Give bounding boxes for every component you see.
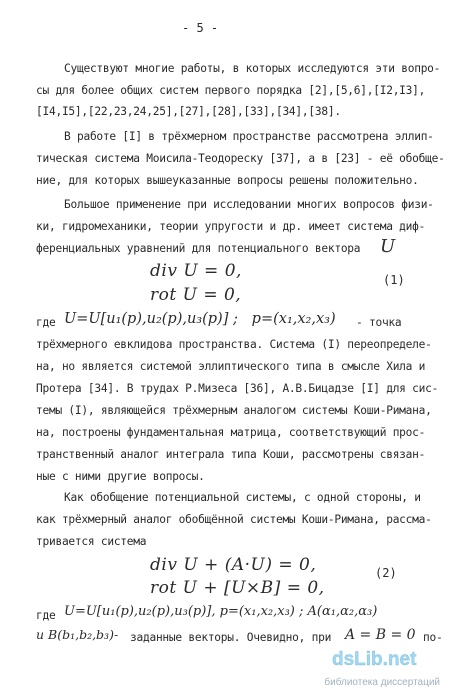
text-line: ные с ними другие вопросы. <box>36 470 205 483</box>
text-line: где <box>36 316 56 329</box>
text-line: Большое применение при исследовании многих вопросов физи- <box>64 198 434 211</box>
text-line: заданные векторы. Очевидно, при <box>130 631 332 644</box>
definition-formula: U=U[u₁(p),u₂(p),u₃(p)], p=(x₁,x₂,x₃) ; A(α₁,α₂,α₃) <box>64 604 378 619</box>
text-line: В работе [I] в трёхмерном пространстве рассмотрена эллип- <box>64 130 434 143</box>
text-line: Протера [34]. В трудах Р.Мизеса [36], А.В.Бицадзе [I] для сис- <box>36 382 439 395</box>
text-line: тическая система Моисила-Теодореску [37], а в [23] - её обобще- <box>36 152 445 165</box>
text-line: трёхмерного евклидова пространства. Система (I) переопределе- <box>36 338 432 351</box>
text-line: [I4,I5],[22,23,24,25],[27],[28],[33],[34],[38]. <box>36 105 341 118</box>
text-line: тривается система <box>36 535 147 548</box>
vector-b-formula: и B(b₁,b₂,b₃)- <box>36 627 119 642</box>
equation-div: div U = 0, <box>150 261 242 281</box>
text-line: на, но является системой эллиптического типа в смысле Хила и <box>36 360 426 373</box>
equation-number: (2) <box>375 566 397 580</box>
text-line: темы (I), являющейся трёхмерным аналогом системы Коши-Римана, <box>36 404 432 417</box>
text-line: ференциальных уравнений для потенциального вектора <box>36 242 361 255</box>
text-line: по- <box>423 631 443 644</box>
dslib-logo-icon <box>332 648 440 670</box>
watermark-logo <box>332 648 440 674</box>
zero-vectors-formula: A = B = 0 <box>345 627 416 643</box>
definition-formula: U=U[u₁(p),u₂(p),u₃(p)] ; p=(x₁,x₂,x₃) <box>64 311 336 327</box>
text-line: ние, для которых вышеуказанные вопросы решены положительно. <box>36 174 419 187</box>
text-line: ки, гидромеханики, теории упругости и др. имеет система диф- <box>36 220 426 233</box>
text-line: где <box>36 609 56 622</box>
page-number: - 5 - <box>182 21 219 35</box>
svg-text:dsLib.net: dsLib.net <box>332 649 417 670</box>
vector-u: U <box>380 236 396 257</box>
text-line: как трёхмерный аналог обобщённой системы Коши-Римана, рассма- <box>36 513 432 526</box>
text-line: - точка <box>356 316 402 329</box>
text-line: на, построены фундаментальная матрица, соответствующий прос- <box>36 426 426 439</box>
equation-number: (1) <box>383 273 405 287</box>
equation-div: div U + (A·U) = 0, <box>150 555 317 575</box>
equation-rot: rot U = 0, <box>150 285 242 305</box>
text-line: транственный аналог интеграла типа Коши, рассмотрены связан- <box>36 448 426 461</box>
equation-rot: rot U + [U×B] = 0, <box>150 578 325 598</box>
text-line: Как обобщение потенциальной системы, с одной стороны, и <box>64 491 421 504</box>
text-line: сы для более общих систем первого порядка [2],[5,6],[I2,I3], <box>36 84 426 97</box>
text-line: Существуют многие работы, в которых исследуются эти вопро- <box>64 62 441 75</box>
watermark-caption: библиотека диссертаций <box>324 677 440 688</box>
